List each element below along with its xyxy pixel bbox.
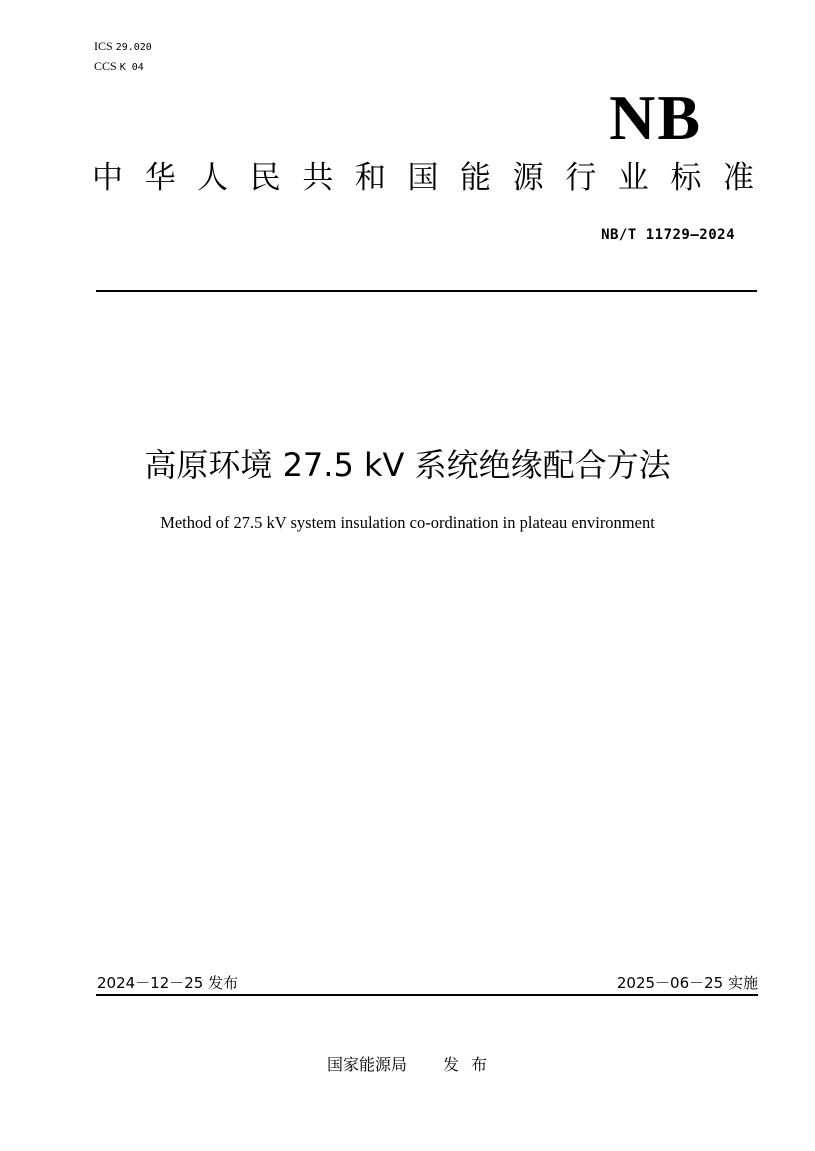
- ccs-line: [94, 60, 144, 74]
- ics-label: ICS: [94, 39, 113, 53]
- standard-type-char: 国: [407, 160, 439, 196]
- standard-type-title: [92, 158, 754, 198]
- standard-type-char: 人: [197, 160, 229, 196]
- publisher-name: 国家能源局: [327, 1055, 408, 1074]
- ics-line: [94, 40, 152, 54]
- document-title-chinese: 高原环境 27.5 kV 系统绝缘配合方法: [144, 446, 671, 484]
- implementation-date: 2025－06－25 实施: [616, 974, 758, 992]
- bottom-divider: [96, 994, 758, 996]
- standard-type-char: 和: [354, 160, 386, 196]
- standard-type-char: 行: [565, 160, 597, 196]
- standard-type-char: 民: [249, 160, 281, 196]
- ccs-value: K 04: [119, 62, 144, 73]
- standard-type-char: 中: [92, 160, 123, 196]
- nb-logo: NB: [609, 82, 702, 153]
- standard-type-char: 源: [512, 160, 544, 196]
- standard-type-char: 能: [460, 160, 492, 196]
- standard-type-char: 标: [670, 160, 702, 196]
- standard-type-char: 共: [302, 160, 334, 196]
- ccs-label: CCS: [94, 59, 117, 73]
- document-title-english: Method of 27.5 kV system insulation co-ordination in plateau environment: [160, 513, 655, 532]
- publisher-action: 发布: [443, 1055, 500, 1074]
- publisher-line: [327, 1054, 499, 1076]
- issue-date: 2024－12－25 发布: [97, 974, 239, 992]
- standard-type-char: 华: [144, 160, 176, 196]
- top-divider: [96, 290, 757, 292]
- standard-type-char: 业: [617, 160, 649, 196]
- ics-value: 29.020: [115, 42, 152, 53]
- standard-type-char: 准: [722, 160, 754, 196]
- standard-number: NB/T 11729—2024: [601, 227, 735, 243]
